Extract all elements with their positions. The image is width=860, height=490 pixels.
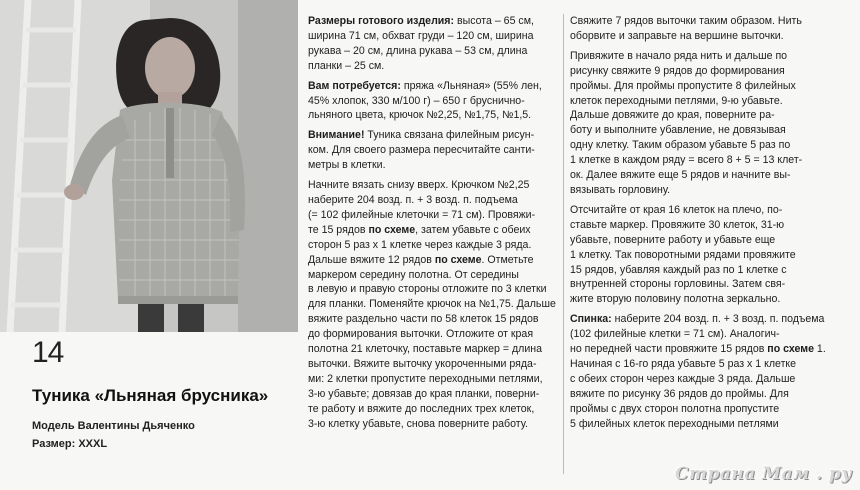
text-line: оборвите и заправьте на вершине выточки.	[570, 29, 784, 42]
text-line: но передней части провяжите 15 рядов по схеме 1.	[570, 343, 826, 356]
text-line: наберите 204 возд. п. + 3 возд. п. подъема	[308, 193, 518, 206]
paragraph	[308, 79, 558, 124]
paragraph	[308, 14, 558, 74]
text-line: выточки. Вяжите выточку укороченными ряда-	[308, 357, 537, 370]
text-line: в левую и правую стороны отложите по 3 клетки	[308, 283, 547, 296]
text-line: вязывать горловину.	[570, 183, 671, 196]
model-author: Модель Валентины Дьяченко	[32, 420, 195, 432]
text-line: клеток переходными петлями, 9-ю убавьте.	[570, 94, 783, 107]
text-line: боту и выполните убавление, не довязывая	[570, 124, 786, 137]
text-line: ставьте маркер. Провяжите 30 клеток, 31-ю	[570, 218, 785, 231]
pattern-title: Туника «Льняная брусника»	[32, 386, 269, 405]
text-line: 3-ю убавьте; довязав до края планки, поверни-	[308, 387, 540, 400]
site-watermark: Страна Мам . ру	[674, 464, 852, 484]
paragraph	[570, 312, 852, 431]
paragraph	[570, 49, 852, 198]
text-line: убавьте, поверните работу и убавьте еще	[570, 233, 776, 246]
text-line: Начните вязать снизу вверх. Крючком №2,25	[308, 179, 530, 192]
text-line: льняного цвета, крючок №2,25, №1,75, №1,5.	[308, 109, 532, 122]
text-line: Начиная с 16-го ряда убавьте 5 раз х 1 клетке	[570, 357, 797, 370]
text-line: одну клетку. Таким образом убавьте 5 раз по	[570, 139, 791, 152]
text-line: 45% хлопок, 330 м/100 г) – 650 г брусничнo-	[308, 94, 525, 107]
text-line: проймы с двух сторон полотна пропустите	[570, 402, 780, 415]
model-photo	[0, 0, 298, 332]
text-line: метры в клетки.	[308, 159, 386, 172]
text-line: 1 клетке в каждом ряду = всего 8 + 5 = 13 клет-	[570, 154, 803, 167]
text-line: ок. Далее вяжите еще 5 рядов и начните вы-	[570, 169, 791, 182]
column-divider	[563, 14, 564, 474]
text-line: Внимание! Туника связана филейным рисун-	[308, 129, 535, 142]
text-line: (= 102 филейные клеточки = 71 см). Провяжи-	[308, 208, 536, 221]
text-line: ширина 71 см, обхват груди – 120 см, ширина	[308, 29, 534, 42]
text-line: ми: 2 клетки пропустите переходными петлями,	[308, 372, 543, 385]
paragraph	[308, 178, 558, 431]
text-line: те 15 рядов по схеме, затем убавьте с обеих	[308, 223, 531, 236]
paragraph	[570, 203, 852, 307]
text-line: сторон 5 раз х 1 клетке через каждые 3 ряда.	[308, 238, 532, 251]
text-line: проймы. Для проймы пропустите 8 филейных	[570, 79, 796, 92]
text-line: (102 филейные клетки = 71 см). Аналогич-	[570, 328, 780, 341]
size-label: Размер: XXXL	[32, 438, 108, 450]
text-line: Дальше довяжите до края, поверните ра-	[570, 109, 775, 122]
text-line: Вам потребуется: пряжа «Льняная» (55% лен,	[308, 79, 542, 92]
text-line: Дальше вяжите 12 рядов по схеме. Отметьте	[308, 253, 534, 266]
paragraph	[570, 14, 852, 44]
paragraph	[308, 128, 558, 173]
text-line: жите вторую половину полотна зеркально.	[570, 293, 781, 306]
text-line: 3-ю клетку убавьте, снова поверните работу.	[308, 417, 528, 430]
text-line: те работу и вяжите до последних трех клеток,	[308, 402, 535, 415]
text-line: Свяжите 7 рядов выточки таким образом. Нить	[570, 15, 802, 27]
text-line: вяжите по рисунку 36 рядов до проймы. Для	[570, 387, 789, 400]
page-number: 14	[32, 336, 64, 369]
text-line: рукава – 20 см, длина рукава – 53 см, длина	[308, 44, 528, 57]
instructions-column-middle	[308, 14, 558, 436]
text-line: 5 филейных клеток переходными петлями	[570, 417, 779, 430]
text-line: Спинка: наберите 204 возд. п. + 3 возд. п. подъема	[570, 313, 825, 326]
text-line: Привяжите в начало ряда нить и дальше по	[570, 49, 788, 62]
text-line: с обеих сторон через каждые 3 ряда. Дальше	[570, 372, 796, 385]
text-line: Размеры готового изделия: высота – 65 см,	[308, 15, 534, 27]
text-line: полотна 21 клеточку, поставьте маркер = длина	[308, 343, 543, 356]
text-line: Отсчитайте от края 16 клеток на плечо, по-	[570, 203, 783, 216]
text-line: внутренней стороны горловины. Затем свя-	[570, 278, 786, 291]
text-line: маркером середину полотна. От середины	[308, 268, 519, 281]
text-line: вяжите раздельно части по 58 клеток 15 рядов	[308, 313, 539, 326]
text-line: рисунку свяжите 9 рядов до формирования	[570, 64, 785, 77]
text-line: планки – 25 см.	[308, 59, 385, 72]
text-line: 1 клетку. Так поворотными рядами провяжите	[570, 248, 796, 261]
text-line: 15 рядов, убавляя каждый раз по 1 клетке с	[570, 263, 787, 276]
text-line: ком. Для своего размера пересчитайте санти-	[308, 144, 535, 157]
text-line: до формирования выточки. Отложите от края	[308, 328, 534, 341]
instructions-column-right	[570, 14, 852, 436]
text-line: для планки. Поменяйте крючок на №1,75. Дальше	[308, 298, 556, 311]
